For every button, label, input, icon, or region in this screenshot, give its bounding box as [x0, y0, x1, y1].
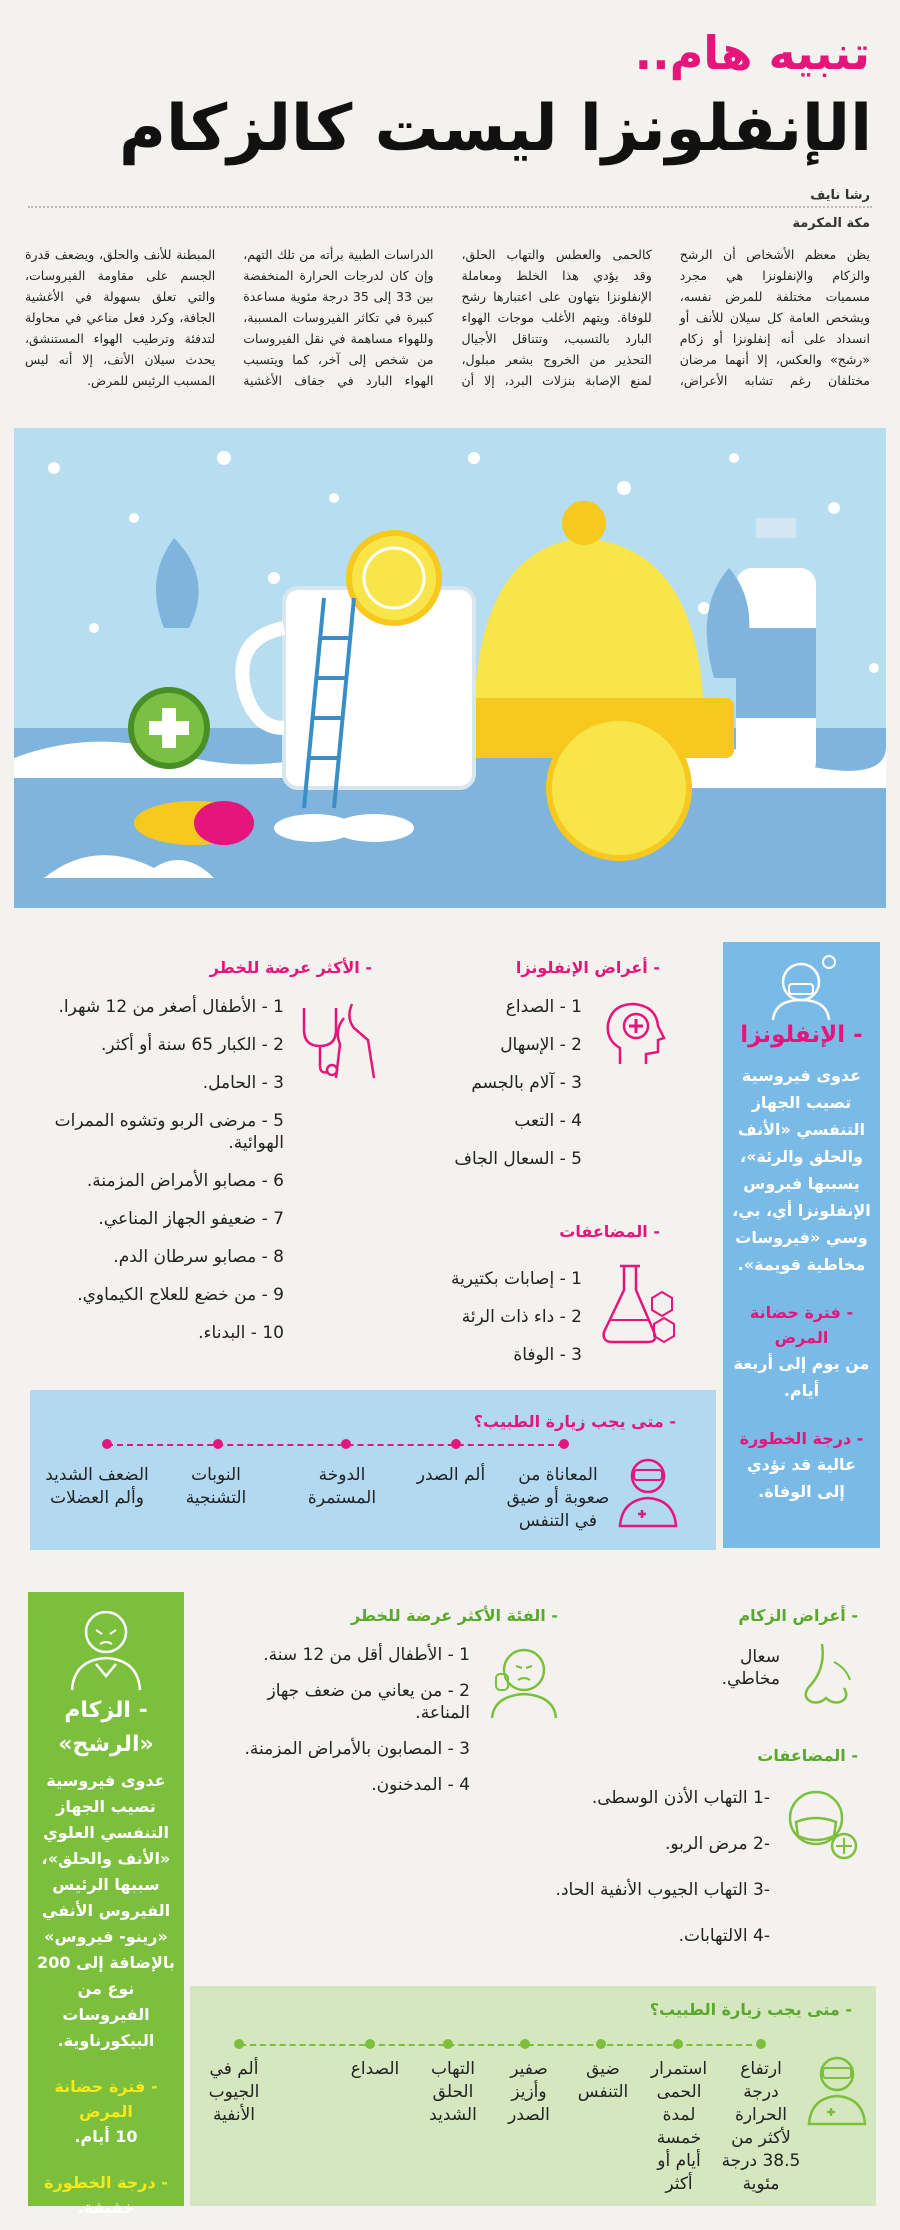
timeline-label: ضيق التنفس	[577, 2059, 629, 2102]
timeline-line	[240, 2044, 762, 2046]
timeline-dot	[443, 2039, 453, 2049]
timeline-dot	[365, 2039, 375, 2049]
timeline-dot	[234, 2039, 244, 2049]
influenza-duration-value: من يوم إلى أربعة أيام.	[733, 1354, 870, 1400]
list-item: 3 - الوفاة	[513, 1345, 582, 1365]
timeline-label: ألم الصدر	[416, 1465, 486, 1485]
timeline-dot	[213, 1439, 223, 1449]
location: مكة المكرمة	[792, 216, 870, 231]
influenza-duration-label: - فترة حضانة المرض	[749, 1303, 854, 1347]
illustration	[14, 428, 886, 908]
cold-doctor-title: - متى يجب زيارة الطبيب؟	[649, 2000, 852, 2019]
head-brain-icon	[600, 1000, 668, 1068]
timeline-label: الدوخة المستمرة	[307, 1465, 377, 1508]
timeline-dot	[756, 2039, 766, 2049]
list-item: -2 مرض الربو.	[664, 1834, 770, 1854]
article-body: يظن معظم الأشخاص أن الرشح والزكام والإنفلونزا هي مجرد مسميات مختلفة للمرض نفسه، ويشخص العامة كل سيلان للأنف أو انسداد على أنه إنفلونزا أو زكام «رشح» والعكس، إلا أنهما مرضان مختلفان رغم تشابه الأعراض، كالحمى والعطس والتهاب الحلق، وقد يؤدي هذا الخلط ومعاملة الإنفلونزا بتهاون على اعتبارها رشح للوفاة. ويتهم الأغلب موجات الهواء البارد بالتسبب، وتتناقل الأجيال التحذير من الخروج بشعر مبلول، لمنع الإصابة بنزلات البرد، إلا أن الدراسات الطبية برأته من تلك التهم، وإن كان لدرجات الحرارة المنخفضة بين 33 إلى 35 درجة مئوية مساعدة كبيرة في تكاثر الفيروسات المسببة، وللهواء مساهمة في نقل الفيروسات من شخص إلى آخر، كما ويتسبب الهواء البارد في جفاف الأغشية المبطنة للأنف والحلق، ويضعف قدرة الجسم على مقاومة الفيروسات، والتي تعلق بسهولة في الأغشية الجافة، وكرد فعل مناعي في محاولة لتدفئة وترطيب الهواء المستنشق، يحدث سيلان الأنف، إلا أنه ليس المسبب الرئيس للمرض.	[25, 247, 870, 388]
timeline-dot	[341, 1439, 351, 1449]
influenza-risk-title: - الأكثر عرضة للخطر	[209, 958, 372, 977]
list-item: 1 - إصابات بكتيرية	[450, 1269, 582, 1289]
timeline-line	[107, 1444, 564, 1446]
sneezing-person-icon	[66, 1602, 146, 1692]
mask-face-icon	[782, 1784, 860, 1862]
timeline-label: الصداع	[350, 2059, 400, 2079]
list-item: 4 - التعب	[514, 1111, 582, 1131]
timeline-dot	[520, 2039, 530, 2049]
list-item: 1 - الصداع	[505, 997, 582, 1017]
cold-severity-value: خفيفة.	[77, 2198, 135, 2217]
timeline-label: استمرار الحمى لمدة خمسة أيام أو أكثر	[650, 2059, 708, 2194]
timeline-dot	[596, 2039, 606, 2049]
list-item: 3 - المصابون بالأمراض المزمنة.	[244, 1739, 470, 1759]
timeline-dot	[559, 1439, 569, 1449]
list-item: -4 الالتهابات.	[678, 1926, 770, 1946]
cold-title: - الزكام «الرشح»	[58, 1698, 154, 1757]
cold-duration-label: - فترة حضانة المرض	[54, 2077, 158, 2121]
list-item: 5 - السعال الجاف	[454, 1149, 582, 1169]
list-item: 2 - من يعاني من ضعف جهاز المناعة.	[267, 1681, 470, 1723]
list-item: 7 - ضعيفو الجهاز المناعي.	[98, 1209, 284, 1229]
list-item: 10 - البدناء.	[198, 1323, 284, 1343]
list-item: 4 - المدخنون.	[371, 1775, 470, 1795]
timeline-dot	[673, 2039, 683, 2049]
timeline-dot	[102, 1439, 112, 1449]
list-item: 2 - الإسهال	[500, 1035, 582, 1055]
cold-description: عدوى فيروسية تصيب الجهاز التنفسي العلوي «الأنف والحلق»، سببها الرئيس الفيروس الأنفي «رينو- فيروس» بالإضافة إلى 200 نوع من الفيروسات البيكورناوية.	[37, 1771, 175, 2050]
list-item: 8 - مصابو سرطان الدم.	[113, 1247, 284, 1267]
influenza-symptoms-list	[422, 996, 582, 1186]
influenza-title: - الإنفلونزا	[740, 1022, 863, 1048]
timeline-label: التهاب الحلق الشديد	[429, 2059, 477, 2125]
cold-severity-label: - درجة الخطورة	[44, 2173, 168, 2192]
influenza-severity-value: عالية قد تؤدي إلى الوفاة.	[747, 1455, 856, 1501]
list-item: 6 - مصابو الأمراض المزمنة.	[86, 1171, 284, 1191]
green-doctor-icon	[806, 2050, 868, 2126]
influenza-complications-list	[422, 1268, 582, 1382]
doctor-icon	[616, 1452, 680, 1528]
virus-person-icon	[765, 952, 840, 1022]
influenza-risk-list	[34, 996, 284, 1360]
cold-risk-title: - الفئة الأكثر عرضة للخطر	[350, 1606, 558, 1625]
divider	[28, 206, 872, 208]
list-item: 5 - مرضى الربو وتشوه الممرات الهوائية.	[54, 1111, 284, 1153]
list-item: 2 - داء ذات الرئة	[461, 1307, 582, 1327]
influenza-symptoms-title: - أعراض الإنفلونزا	[515, 958, 660, 977]
cold-risk-list	[240, 1644, 470, 1810]
sick-person-icon	[486, 1644, 560, 1720]
influenza-panel	[723, 942, 880, 1548]
timeline-label: صفير وأزيز الصدر	[508, 2059, 550, 2125]
timeline-label: النوبات التشنجية	[185, 1465, 247, 1508]
list-item: -1 التهاب الأذن الوسطى.	[591, 1788, 770, 1808]
timeline-dot	[451, 1439, 461, 1449]
cold-panel	[28, 1592, 184, 2217]
timeline-label: ألم في الجيوب الأنفية	[208, 2059, 260, 2125]
influenza-description: عدوى فيروسية تصيب الجهاز التنفسي «الأنف والحلق والرئة»، يسببها فيروس الإنفلونزا أي، بي، وسي «فيروسات مخاطية قويمة».	[732, 1066, 871, 1274]
author: رشا نايف	[810, 188, 870, 203]
cold-complications-list	[510, 1786, 770, 1970]
list-item: 3 - آلام بالجسم	[471, 1073, 582, 1093]
cold-complications-title: - المضاعفات	[757, 1746, 858, 1765]
stethoscope-body-icon	[296, 1000, 382, 1080]
kicker: تنبيه هام..	[634, 26, 870, 80]
list-item: 1 - الأطفال أصغر من 12 شهرا.	[58, 997, 284, 1017]
list-item: 1 - الأطفال أقل من 12 سنة.	[263, 1645, 470, 1665]
cold-symptoms-title: - أعراض الزكام	[738, 1606, 858, 1625]
timeline-label: الضعف الشديد وألم العضلات	[45, 1465, 149, 1508]
cold-doctor-box	[190, 1986, 876, 2206]
list-item: 3 - الحامل.	[202, 1073, 284, 1093]
list-item: -3 التهاب الجيوب الأنفية الحاد.	[555, 1880, 770, 1900]
timeline-label: المعاناة من صعوبة أو ضيق في التنفس	[506, 1465, 610, 1531]
list-item: 9 - من خضع للعلاج الكيماوي.	[77, 1285, 284, 1305]
influenza-severity-label: - درجة الخطورة	[739, 1429, 864, 1448]
influenza-doctor-box	[30, 1390, 716, 1550]
timeline-label: ارتفاع درجة الحرارة لأكثر من 38.5 درجة مئوية	[721, 2059, 801, 2194]
cold-symptoms-list	[700, 1646, 780, 1706]
headline: الإنفلونزا ليست كالزكام	[119, 92, 872, 166]
influenza-complications-title: - المضاعفات	[559, 1222, 660, 1241]
influenza-doctor-title: - متى يجب زيارة الطبيب؟	[473, 1412, 676, 1431]
nose-icon	[798, 1640, 858, 1710]
cold-duration-value: 10 أيام.	[74, 2127, 138, 2146]
flask-icon	[598, 1262, 680, 1348]
list-item: 2 - الكبار 65 سنة أو أكثر.	[101, 1035, 284, 1055]
list-item: سعال مخاطي.	[721, 1647, 780, 1689]
